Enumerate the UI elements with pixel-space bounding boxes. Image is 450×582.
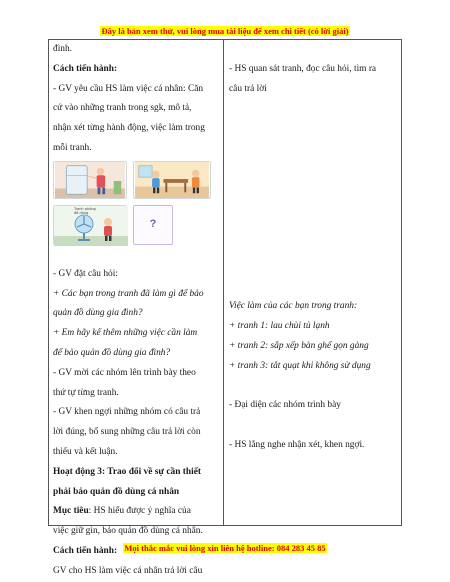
objective-label: Mục tiêu xyxy=(53,506,89,517)
illustration-cleaning-fridge xyxy=(53,161,127,199)
textbook-illustrations xyxy=(53,161,221,265)
text-line: cứ vào những tranh trong sgk, mô tả, xyxy=(53,103,192,114)
activity-heading: phải bảo quản đồ dùng cá nhân xyxy=(53,486,180,497)
text-line: - HS lắng nghe nhận xét, khen ngợi. xyxy=(229,439,365,450)
text-line: thiếu và kết luận. xyxy=(53,446,118,457)
objective-line xyxy=(53,502,221,522)
text-line: - GV khen ngợi những nhóm có câu trả xyxy=(53,407,201,418)
answer-heading: Việc làm của các bạn trong tranh: xyxy=(229,301,358,312)
text-line: GV cho HS làm việc cá nhân trả lời câu xyxy=(53,565,203,576)
hotline-notice: Mọi thắc mắc vui lòng xin liên hệ hotline: 084 283 45 85 xyxy=(124,543,326,553)
question-line: + Em hãy kể thêm những việc cần làm xyxy=(53,328,198,339)
section-heading: Cách tiến hành: xyxy=(53,63,118,74)
question-mark: ? xyxy=(149,217,157,230)
text-line: nhận xét từng hành động, việc làm trong xyxy=(53,123,205,134)
text-line: thứ tự từng tranh. xyxy=(53,387,119,398)
text-line: đình. xyxy=(53,44,73,54)
preview-notice: Đây là bản xem thử, vui lòng mua tài liệu để xem chi tiết (có lời giải) xyxy=(101,26,349,36)
illustration-question-box xyxy=(133,205,173,245)
text-line: lời đúng, bổ sung những câu trả lời còn xyxy=(53,427,201,438)
illustration-turning-off-fan xyxy=(53,205,127,245)
question-line: + Các bạn trong tranh đã làm gì để bảo xyxy=(53,288,204,299)
text-line: - GV mời các nhóm lên trình bày theo xyxy=(53,367,196,378)
question-line: để bảo quản đồ dùng gia đình? xyxy=(53,347,171,358)
question-line: quản đồ dùng gia đình? xyxy=(53,308,143,319)
text-line: câu trả lời xyxy=(229,83,267,94)
text-line: mỗi tranh. xyxy=(53,142,92,153)
column-divider xyxy=(223,40,224,525)
text-line: - GV yêu cầu HS làm việc cá nhân: Căn xyxy=(53,83,204,94)
section-heading: Cách tiến hành: xyxy=(53,545,118,556)
text-line: - Đại diện các nhóm trình bày xyxy=(229,400,341,411)
illustration-caption: Tranh phòng đồ dùng xyxy=(74,206,96,215)
objective-text: : HS hiểu được ý nghĩa của xyxy=(88,506,191,517)
answer-line: + tranh 3: tắt quạt khi không sử dụng xyxy=(229,360,371,371)
student-activities-column xyxy=(229,40,399,456)
text-line: - HS quan sát tranh, đọc câu hỏi, tìm ra xyxy=(229,63,377,74)
answer-line: + tranh 1: lau chùi tủ lạnh xyxy=(229,321,330,332)
answer-line: + tranh 2: sắp xếp bàn ghế gọn gàng xyxy=(229,340,369,351)
activity-heading: Hoạt động 3: Trao đổi về sự cần thiết xyxy=(53,466,201,477)
text-line: việc giữ gìn, bảo quản đồ dùng cá nhân. xyxy=(53,526,203,537)
teacher-activities-column xyxy=(53,40,221,582)
illustration-arranging-furniture xyxy=(133,161,211,199)
text-line: - GV đặt câu hỏi: xyxy=(53,268,118,279)
